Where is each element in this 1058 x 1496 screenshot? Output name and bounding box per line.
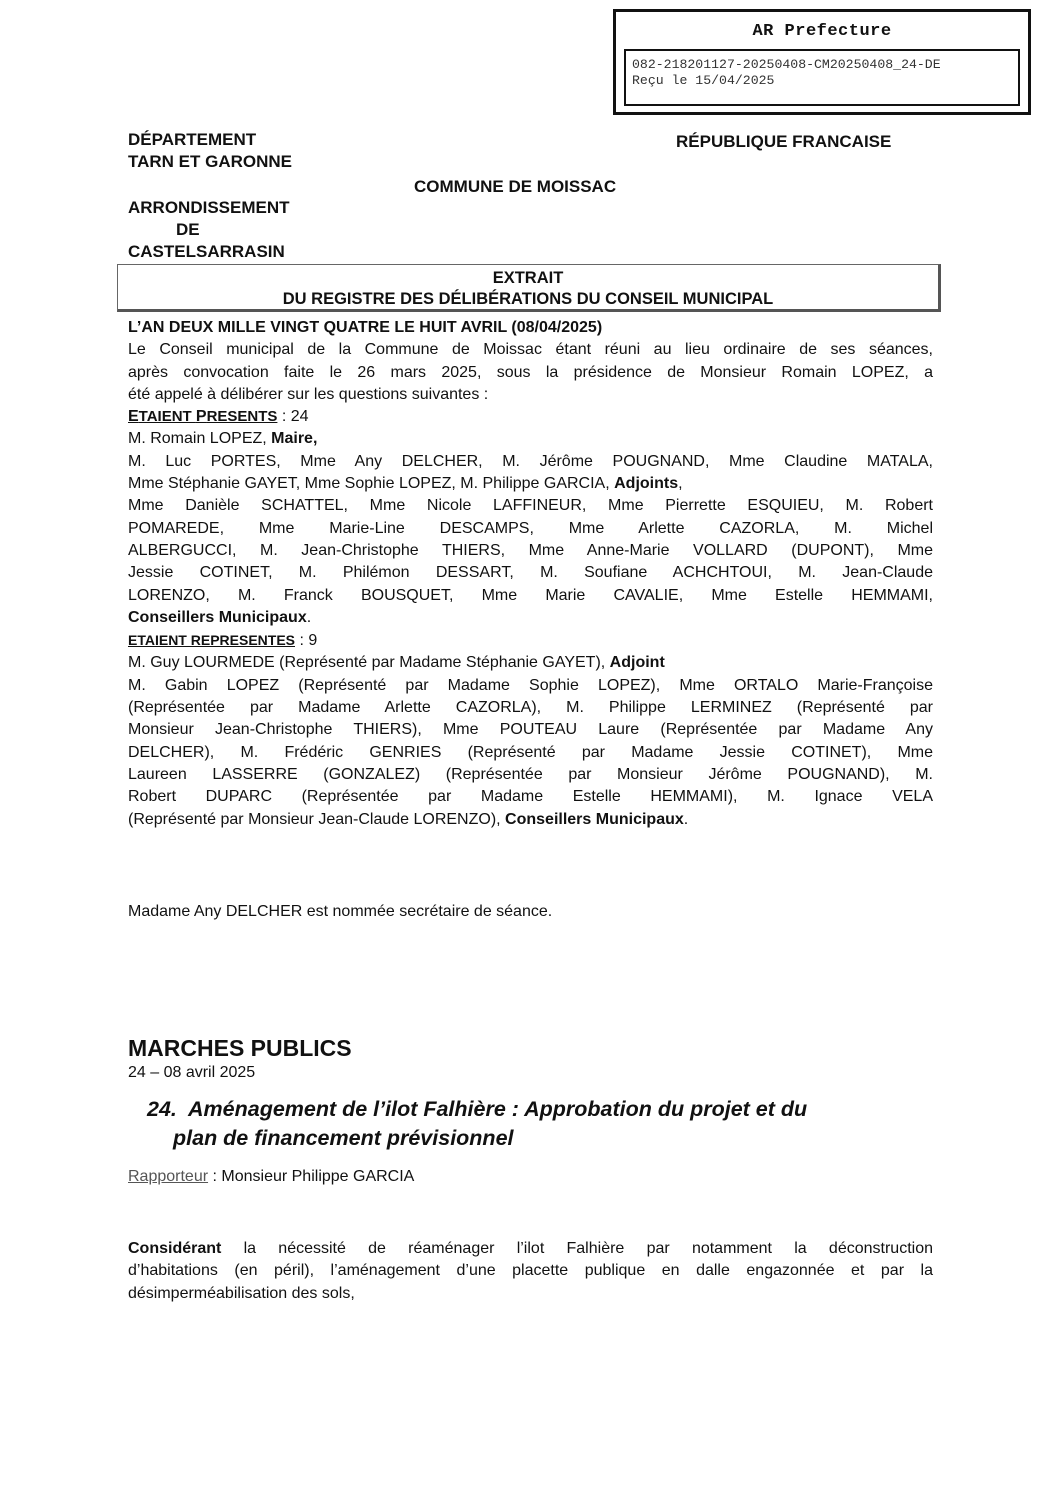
intro-line: après convocation faite le 26 mars 2025, sous la présidence de Monsieur Romain LOPEZ, a bbox=[128, 363, 933, 381]
considerant-line: désimperméabilisation des sols, bbox=[128, 1284, 355, 1302]
representes-heading bbox=[128, 629, 933, 652]
conseillers-line: Jessie COTINET, M. Philémon DESSART, M. Soufiane ACHCHTOUI, M. Jean-Claude bbox=[128, 564, 933, 582]
stamp-title: AR Prefecture bbox=[752, 22, 892, 41]
representes-line: Laureen LASSERRE (GONZALEZ) (Représentée par Monsieur Jérôme POUGNAND), M. bbox=[128, 765, 933, 783]
representes-line: M. Guy LOURMEDE (Représenté par Madame Stéphanie GAYET), Adjoint bbox=[128, 654, 665, 672]
point-title-line-1: Aménagement de l’ilot Falhière : Approbation du projet et du bbox=[188, 1097, 808, 1121]
rapporteur-line bbox=[128, 1168, 414, 1186]
considerant-block bbox=[128, 1238, 933, 1305]
conseillers-line: POMAREDE, Mme Marie-Line DESCAMPS, Mme Arlette CAZORLA, M. Michel bbox=[128, 519, 933, 537]
extrait-subtitle: DU REGISTRE DES DÉLIBÉRATIONS DU CONSEIL MUNICIPAL bbox=[282, 290, 774, 308]
departement-block bbox=[128, 129, 292, 173]
presents-heading bbox=[128, 406, 933, 428]
considerant-line: d’habitations (en péril), l’aménagement d’une placette publique en dalle engazonnée et par la bbox=[128, 1262, 933, 1280]
extrait-box bbox=[117, 264, 941, 312]
extrait-title: EXTRAIT bbox=[492, 269, 564, 287]
stamp-received: Reçu le 15/04/2025 bbox=[632, 73, 775, 88]
stamp-details bbox=[624, 49, 1020, 106]
maire-line: M. Romain LOPEZ, Maire, bbox=[128, 430, 318, 448]
representes-line: Monsieur Jean-Christophe THIERS), Mme POUTEAU Laure (Représentée par Madame Any bbox=[128, 721, 933, 739]
point-title-line-2: plan de financement prévisionnel bbox=[173, 1126, 514, 1150]
republique-label: RÉPUBLIQUE FRANCAISE bbox=[676, 132, 892, 151]
adjoints-line: Mme Stéphanie GAYET, Mme Sophie LOPEZ, M. Philippe GARCIA, Adjoints, bbox=[128, 475, 683, 493]
representes-label: ETAIENT REPRESENTES bbox=[128, 632, 295, 649]
representes-line: M. Gabin LOPEZ (Représenté par Madame Sophie LOPEZ), Mme ORTALO Marie-Françoise bbox=[128, 676, 933, 694]
conseillers-line: Mme Danièle SCHATTEL, Mme Nicole LAFFINEUR, Mme Pierrette ESQUIEU, M. Robert bbox=[128, 497, 933, 515]
rapporteur-value: : Monsieur Philippe GARCIA bbox=[208, 1168, 415, 1185]
departement-label: DÉPARTEMENT bbox=[128, 130, 257, 149]
point-number: 24. bbox=[147, 1097, 177, 1121]
point-title bbox=[147, 1095, 947, 1153]
presents-count: : 24 bbox=[277, 408, 309, 426]
departement-name: TARN ET GARONNE bbox=[128, 152, 293, 171]
intro-line: été appelé à délibérer sur les questions suivantes : bbox=[128, 385, 489, 403]
presents-label: ETAIENT PRESENTS bbox=[128, 408, 278, 426]
arrondissement-line-2: DE bbox=[176, 220, 200, 239]
adjoints-line: M. Luc PORTES, Mme Any DELCHER, M. Jérôme POUGNAND, Mme Claudine MATALA, bbox=[128, 452, 933, 470]
section-title: MARCHES PUBLICS bbox=[128, 1035, 352, 1061]
intro-line: Le Conseil municipal de la Commune de Moissac étant réuni au lieu ordinaire de ses séances, bbox=[128, 341, 933, 359]
section-date: 24 – 08 avril 2025 bbox=[128, 1064, 256, 1081]
representes-line: Robert DUPARC (Représentée par Madame Estelle HEMMAMI), M. Ignace VELA bbox=[128, 788, 933, 806]
arrondissement-line-1: ARRONDISSEMENT bbox=[128, 198, 290, 217]
conseillers-role-line: Conseillers Municipaux. bbox=[128, 608, 312, 626]
representes-line: (Représenté par Monsieur Jean-Claude LORENZO), Conseillers Municipaux. bbox=[128, 810, 689, 828]
stamp-id: 082-218201127-20250408-CM20250408_24-DE bbox=[632, 57, 941, 72]
conseillers-line: LORENZO, M. Franck BOUSQUET, Mme Marie CAVALIE, Mme Estelle HEMMAMI, bbox=[128, 586, 933, 604]
commune-label: COMMUNE DE MOISSAC bbox=[414, 177, 617, 196]
rapporteur-label: Rapporteur bbox=[128, 1168, 209, 1185]
representes-count: : 9 bbox=[295, 632, 318, 650]
secretaire-line: Madame Any DELCHER est nommée secrétaire de séance. bbox=[128, 903, 553, 920]
representes-line: DELCHER), M. Frédéric GENRIES (Représenté par Madame Jessie COTINET), Mme bbox=[128, 743, 933, 761]
seance-date: L’AN DEUX MILLE VINGT QUATRE LE HUIT AVRIL (08/04/2025) bbox=[128, 319, 603, 336]
considerant-line: Considérant la nécessité de réaménager l’ilot Falhière par notamment la déconstruction bbox=[128, 1240, 933, 1257]
prefecture-stamp bbox=[613, 9, 1031, 115]
seance-block bbox=[128, 317, 933, 831]
conseillers-line: ALBERGUCCI, M. Jean-Christophe THIERS, Mme Anne-Marie VOLLARD (DUPONT), Mme bbox=[128, 541, 933, 559]
representes-line: (Représentée par Madame Arlette CAZORLA), M. Philippe LERMINEZ (Représenté par bbox=[128, 699, 933, 717]
arrondissement-line-3: CASTELSARRASIN bbox=[128, 242, 285, 261]
arrondissement-block bbox=[128, 197, 290, 263]
